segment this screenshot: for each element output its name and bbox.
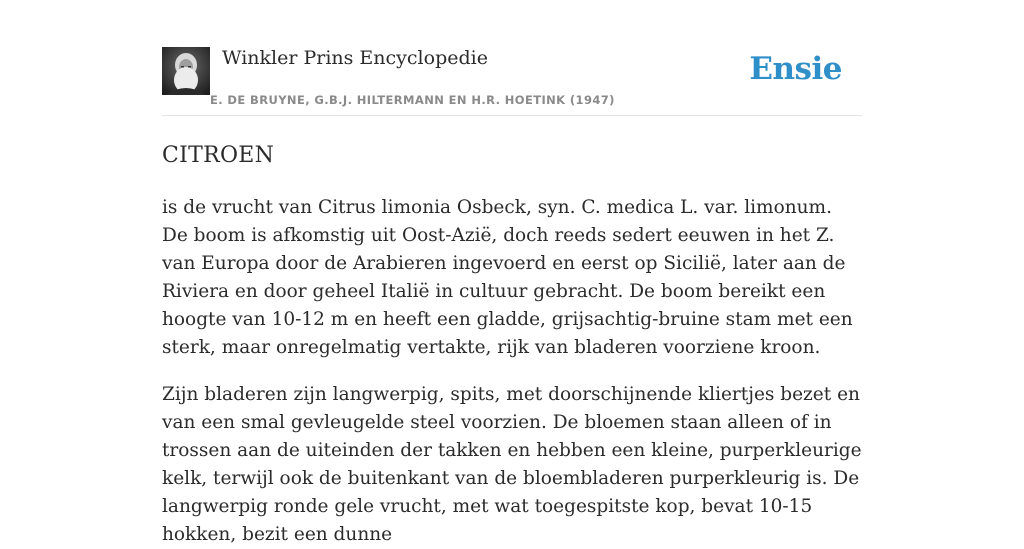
article-headword: CITROEN	[162, 143, 275, 168]
author-portrait-icon[interactable]	[162, 47, 210, 95]
article	[162, 142, 862, 549]
article-paragraph: is de vrucht van Citrus limonia Osbeck, syn. C. medica L. var. limonum. De boom is afkomstig uit Oost-Azië, doch reeds sedert eeuwen in het Z. van Europa door de Arabieren ingevoerd en eerst op Sicilië, later aan de Riviera en door geheel Italië in cultuur gebracht. De boom bereikt een hoogte van 10-12 m en heeft een gladde, grijsachtig-bruine stam met een sterk, maar onregelmatig vertakte, rijk van bladeren voorziene kroon.	[162, 197, 853, 358]
article-paragraph: Zijn bladeren zijn langwerpig, spits, met doorschijnende kliertjes bezet en van een smal gevleugelde steel voorzien. De bloemen staan alleen of in trossen aan de uiteinden der takken en hebben een kleine, purperkleurige kelk, terwijl ook de buitenkant van de bloembladeren purperkleurig is. De langwerpig ronde gele vrucht, met wat toegespitste kop, bevat 10-15 hokken, bezit een dunne	[162, 384, 862, 545]
brand-logo[interactable]: Ensie	[749, 51, 842, 87]
source-authors: E. DE BRUYNE, G.B.J. HILTERMANN EN H.R. HOETINK (1947)	[210, 93, 615, 107]
source-header	[162, 0, 862, 116]
page	[162, 0, 862, 549]
source-title[interactable]: Winkler Prins Encyclopedie	[222, 47, 488, 69]
